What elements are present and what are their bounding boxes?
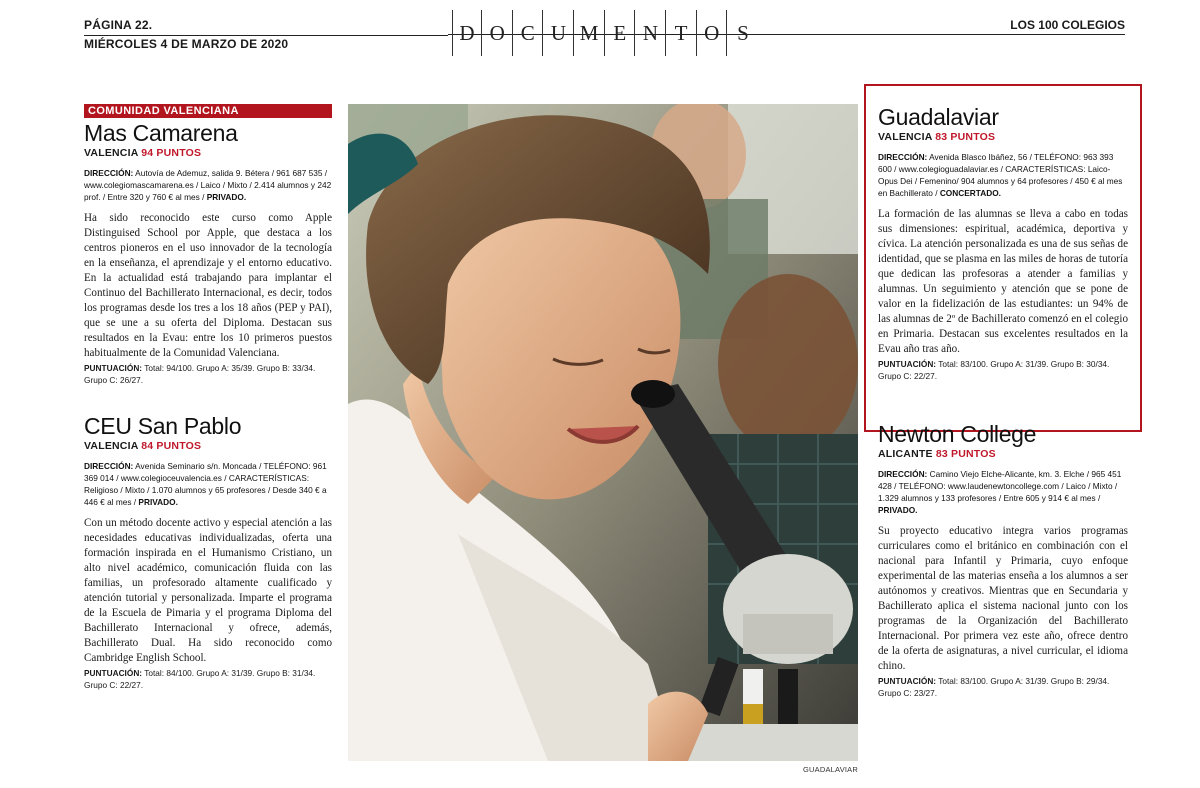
school-points: 94 PUNTOS bbox=[141, 147, 202, 159]
section-letter: M bbox=[575, 10, 605, 56]
info-text: Avenida Seminario s/n. Moncada / TELÉFONO: 961 369 014 / www.colegioceuvalencia.es / CARACTERÍSTICAS: Religioso / Mixto / 1.070 alumnos y 65 profesores / Desde 340 € a 446 € al mes / bbox=[84, 461, 327, 507]
info-text: Camino Viejo Elche-Alicante, km. 3. Elche / 965 451 428 / TELÉFONO: www.laudenewtoncollege.com / Laico / Mixto / 1.329 alumnos y 133 profesores / Entre 605 y 914 € al mes / bbox=[878, 469, 1122, 503]
school-description: Ha sido reconocido este curso como Apple Distinguised School por Apple, que destaca a los centros pioneros en el uso innovador de la tecnología en la enseñanza, el aprendizaje y el entorno educativo. En la actualidad está trabajando para implantar el Continuo del Bachillerato Internacional, es decir, todos los programas desde los tres a los 18 años (PEP y PAI), que se une a su oferta del Diploma. Destacan sus resultados en la Evau: entre los 10 primeros puestos habitualmente de la Comunidad Valenciana. bbox=[84, 212, 332, 359]
info-label: DIRECCIÓN: bbox=[878, 152, 928, 162]
school-name: Mas Camarena bbox=[84, 120, 238, 146]
section-title bbox=[452, 10, 758, 56]
page-number: PÁGINA 22. bbox=[84, 18, 153, 32]
school-city: VALENCIA bbox=[878, 131, 933, 143]
photo-illustration bbox=[348, 104, 858, 761]
school-name: Guadalaviar bbox=[878, 104, 999, 130]
school-name: CEU San Pablo bbox=[84, 413, 242, 439]
score-text: Total: 83/100. Grupo A: 31/39. Grupo B: 29/34. Grupo C: 23/27. bbox=[878, 676, 1110, 698]
school-city: VALENCIA bbox=[84, 440, 139, 452]
score-text: Total: 83/100. Grupo A: 31/39. Grupo B: 30/34. Grupo C: 22/27. bbox=[878, 359, 1110, 381]
series-title: LOS 100 COLEGIOS bbox=[1010, 18, 1125, 32]
section-letter: U bbox=[544, 10, 574, 56]
school-entry-ceu bbox=[84, 412, 332, 691]
info-label: DIRECCIÓN: bbox=[878, 469, 928, 479]
score-label: PUNTUACIÓN: bbox=[84, 668, 143, 678]
school-points: 84 PUNTOS bbox=[141, 440, 202, 452]
left-column bbox=[84, 104, 332, 691]
school-entry-newton bbox=[878, 420, 1128, 699]
section-letter: O bbox=[483, 10, 513, 56]
school-entry-guadalaviar bbox=[878, 103, 1128, 382]
photo-credit: GUADALAVIAR bbox=[803, 765, 858, 774]
school-score bbox=[878, 358, 1128, 382]
info-type: PRIVADO. bbox=[138, 497, 178, 507]
section-letter: T bbox=[667, 10, 697, 56]
school-location bbox=[84, 147, 332, 160]
info-text: Avenida Blasco Ibáñez, 56 / TELÉFONO: 963 393 600 / www.colegioguadalaviar.es / CARACTERÍSTICAS: Laico-Opus Dei / Femenino/ 904 alumnos y 64 profesores / 450 € al mes en Bachillerato / bbox=[878, 152, 1123, 198]
region-banner: COMUNIDAD VALENCIANA bbox=[84, 104, 332, 118]
school-location bbox=[878, 131, 1128, 144]
school-entry-mas-camarena bbox=[84, 119, 332, 386]
issue-date: MIÉRCOLES 4 DE MARZO DE 2020 bbox=[84, 37, 289, 51]
school-name: Newton College bbox=[878, 421, 1037, 447]
section-letter: E bbox=[605, 10, 635, 56]
school-score bbox=[84, 362, 332, 386]
school-city: ALICANTE bbox=[878, 448, 933, 460]
score-text: Total: 84/100. Grupo A: 31/39. Grupo B: 31/34. Grupo C: 22/27. bbox=[84, 668, 316, 690]
info-label: DIRECCIÓN: bbox=[84, 461, 134, 471]
school-info bbox=[878, 151, 1128, 199]
school-description: La formación de las alumnas se lleva a cabo en todas sus dimensiones: espiritual, académica, deportiva y cívica. La atención personalizada es una de sus señas de identidad, que se plasma en las miles de horas de tutoría que dedican las profesoras a atender a familias y alumnas. Un seguimiento y atención que se pone de valor en la fidelización de las estudiantes: un 94% de las alumnas de 2º de Bachillerato comenzó en el colegio en Primaria. Destacan sus excelentes resultados en la Evau año tras año. bbox=[878, 208, 1128, 355]
section-letter: D bbox=[452, 10, 482, 56]
score-label: PUNTUACIÓN: bbox=[878, 676, 937, 686]
right-column bbox=[878, 102, 1128, 699]
school-location bbox=[878, 448, 1128, 461]
info-type: CONCERTADO. bbox=[939, 188, 1001, 198]
school-description: Con un método docente activo y especial atención a las necesidades educativas individualizadas, oferta una formación inspirada en el Humanismo Cristiano, un alto nivel académico, comunicación fluida con las familias, un profesorado altamente cualificado y atención tutorial y personalizada. Imparte el programa de la Escuela de Pimaria y el programa Diploma del Bachillerato Internacional y ofrece, además, Bachillerato Dual. Ha sido reconocido como Cambridge English School. bbox=[84, 517, 332, 664]
school-points: 83 PUNTOS bbox=[935, 131, 996, 143]
school-info bbox=[878, 468, 1128, 516]
header-rule bbox=[84, 35, 448, 36]
info-text: Autovía de Ademuz, salida 9. Bétera / 961 687 535 / www.colegiomascamarena.es / Laico / Mixto / 2.414 alumnos y 242 prof. / Entre 320 y 760 € al mes / bbox=[84, 168, 332, 202]
school-city: VALENCIA bbox=[84, 147, 139, 159]
section-letter: N bbox=[636, 10, 666, 56]
section-letter: C bbox=[513, 10, 543, 56]
school-points: 83 PUNTOS bbox=[935, 448, 996, 460]
info-type: PRIVADO. bbox=[878, 505, 918, 515]
score-text: Total: 94/100. Grupo A: 35/39. Grupo B: 33/34. Grupo C: 26/27. bbox=[84, 363, 316, 385]
section-letter: O bbox=[697, 10, 727, 56]
student-microscope-photo bbox=[348, 104, 858, 761]
school-score bbox=[84, 667, 332, 691]
header-left bbox=[84, 16, 288, 54]
school-description: Su proyecto educativo integra varios programas curriculares como el británico en combinación con el nacional para Infantil y Primaria, cuyo enfoque experimental de las materias enseña a los alumnos a ser autónomos y creativos. Mientras que en Secundaria y Bachillerato aplica el sistema nacional junto con los programas de la Organización del Bachillerato Internacional. Por primera vez este año, ofrece dentro de la oferta de asignaturas, a nivel curricular, el idioma chino. bbox=[878, 525, 1128, 672]
school-score bbox=[878, 675, 1128, 699]
school-info bbox=[84, 460, 332, 508]
school-location bbox=[84, 440, 332, 453]
section-letter: S bbox=[737, 21, 749, 45]
score-label: PUNTUACIÓN: bbox=[84, 363, 143, 373]
info-label: DIRECCIÓN: bbox=[84, 168, 134, 178]
score-label: PUNTUACIÓN: bbox=[878, 359, 937, 369]
info-type: PRIVADO. bbox=[206, 192, 247, 202]
school-info bbox=[84, 167, 332, 203]
